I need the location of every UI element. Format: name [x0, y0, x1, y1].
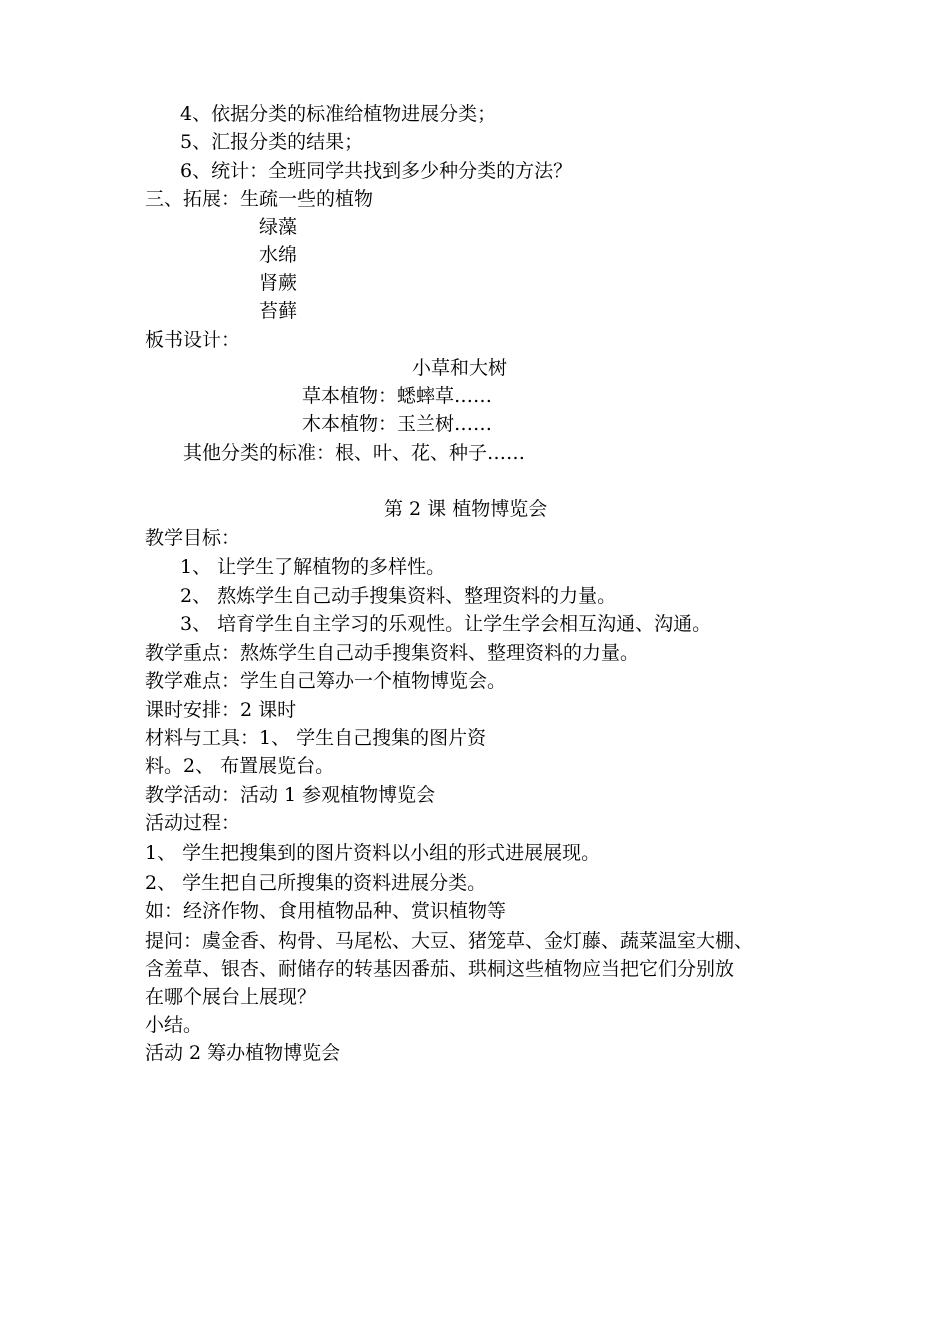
activity-process-heading: 活动过程：: [145, 812, 241, 834]
step-6: 6、统计：全班同学共找到多少种分类的方法？: [180, 160, 573, 182]
materials-line-2: 料。2、 布置展览台。: [145, 755, 335, 777]
step-4: 4、依据分类的标准给植物进展分类；: [180, 103, 497, 125]
plant-item: 绿藻: [259, 216, 298, 238]
plant-item: 水绵: [259, 244, 298, 266]
lesson-title: 第 2 课 植物博览会: [384, 498, 548, 520]
process-step: 1、 学生把搜集到的图片资料以小组的形式进展展现。: [145, 842, 601, 864]
goal-item: 3、 培育学生自主学习的乐观性。让学生学会相互沟通、沟通。: [180, 613, 712, 635]
board-line-other: 其他分类的标准：根、叶、花、种子……: [183, 442, 526, 464]
question-line-1: 提问：虞金香、构骨、马尾松、大豆、猪笼草、金灯藤、蔬菜温室大棚、: [145, 930, 754, 952]
plant-item: 肾蕨: [259, 272, 298, 294]
activity-2: 活动 2 筹办植物博览会: [145, 1042, 341, 1064]
plant-item: 苔藓: [259, 300, 298, 322]
goal-item: 1、 让学生了解植物的多样性。: [180, 556, 446, 578]
teaching-difficulty: 教学难点：学生自己筹办一个植物博览会。: [145, 670, 507, 692]
teaching-focus: 教学重点：熬炼学生自己动手搜集资料、整理资料的力量。: [145, 642, 640, 664]
board-line-woody: 木本植物：玉兰树……: [302, 413, 493, 435]
goal-item: 2、 熬炼学生自己动手搜集资料、整理资料的力量。: [180, 585, 617, 607]
board-title: 小草和大树: [412, 357, 508, 379]
step-5: 5、汇报分类的结果；: [180, 131, 364, 153]
summary: 小结。: [145, 1014, 203, 1036]
process-step: 2、 学生把自己所搜集的资料进展分类。: [145, 872, 487, 894]
question-line-3: 在哪个展台上展现？: [145, 986, 317, 1008]
class-hours: 课时安排：2 课时: [145, 699, 297, 721]
section-extension: 三、拓展：生疏一些的植物: [145, 188, 374, 210]
activity-1: 教学活动：活动 1 参观植物博览会: [145, 784, 436, 806]
materials-line-1: 材料与工具：1、 学生自己搜集的图片资: [145, 727, 487, 749]
example-line: 如：经济作物、食用植物品种、赏识植物等: [145, 900, 507, 922]
teaching-goals-heading: 教学目标：: [145, 527, 241, 549]
question-line-2: 含羞草、银杏、耐储存的转基因番茄、珙桐这些植物应当把它们分别放: [145, 958, 735, 980]
board-design-heading: 板书设计：: [145, 329, 241, 351]
board-line-herbaceous: 草本植物：蟋蟀草……: [302, 385, 493, 407]
